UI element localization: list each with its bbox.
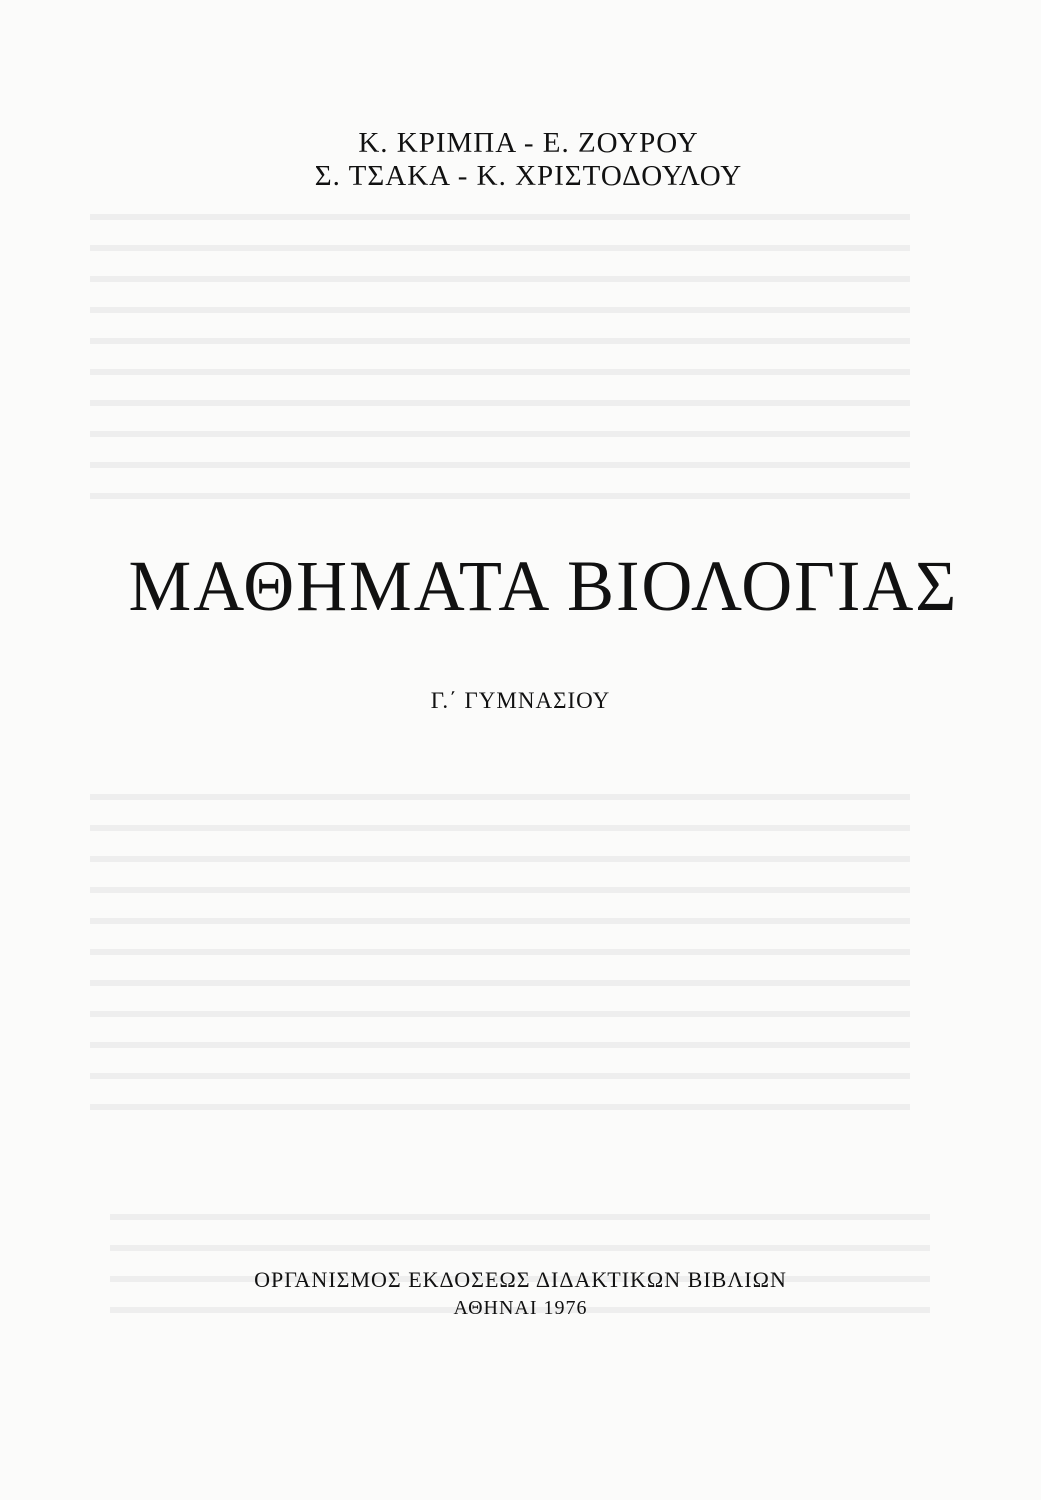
bleed-through-text [90,780,910,1130]
book-subtitle: Γ.΄ ΓΥΜΝΑΣΙΟΥ [430,688,611,713]
authors-line-2: Σ. ΤΣΑΚΑ - Κ. ΧΡΙΣΤΟΔΟΥΛΟΥ [314,160,743,192]
book-title: ΜΑΘΗΜΑΤΑ ΒΙΟΛΟΓΙΑΣ [128,546,959,626]
publisher: ΟΡΓΑΝΙΣΜΟΣ ΕΚΔΟΣΕΩΣ ΔΙΔΑΚΤΙΚΩΝ ΒΙΒΛΙΩΝ [254,1267,787,1292]
bleed-through-text [90,200,910,500]
place-and-year: ΑΘΗΝΑΙ 1976 [453,1297,588,1319]
authors-line-1: Κ. ΚΡΙΜΠΑ - Ε. ΖΟΥΡΟΥ [358,127,699,159]
